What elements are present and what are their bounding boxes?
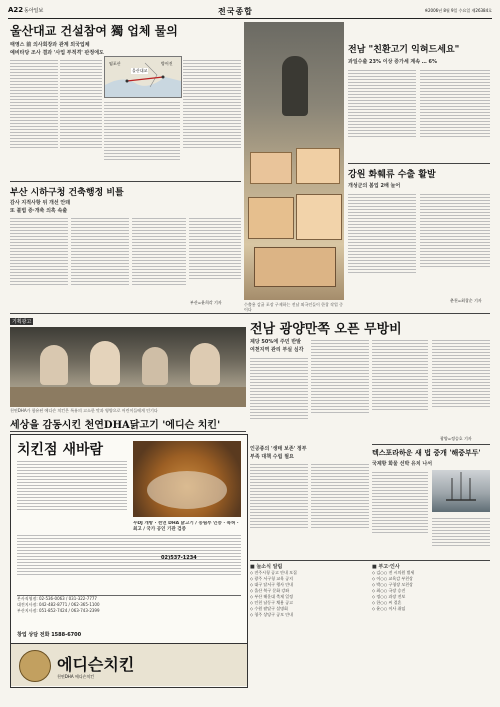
ulsan-body-col-4 bbox=[183, 58, 241, 178]
section-title: 전국종합 bbox=[218, 7, 253, 16]
gwangyang-subhead-4: 부족 대책 수립 필요 bbox=[250, 454, 294, 460]
fruit-packing-photo bbox=[244, 22, 344, 300]
issue-date: ※2006년 8월 9일 수요일 제26384호 bbox=[424, 8, 492, 13]
gwangyang-headline: 전남 광양만쪽 오픈 무방비 bbox=[250, 322, 402, 337]
ad-phone-box bbox=[17, 595, 241, 626]
listing-title: ■ 부고·인사 bbox=[372, 564, 400, 570]
child-figure bbox=[40, 345, 68, 385]
feature-label: 기획광고 bbox=[12, 319, 32, 325]
listing-item: ◇ 울산 북구 문화 강좌 bbox=[250, 588, 290, 593]
chicken-mascot-icon bbox=[19, 650, 51, 682]
jeonnam-fruit-body-col-2 bbox=[420, 68, 490, 160]
ad-logo-band bbox=[11, 643, 247, 686]
gangwon-byline: 춘천=최창순 기자 bbox=[450, 298, 482, 303]
listing-item: ◇ 부산 해운대 축제 일정 bbox=[250, 594, 293, 599]
gangwon-subhead: 개성군의 봄업 2배 늘어 bbox=[348, 183, 401, 189]
ulsan-subhead-2: 예비타당 조사 결과 '사업 부적격' 판정에도 bbox=[10, 50, 104, 56]
busan-body-col-4 bbox=[189, 216, 241, 300]
gwangyang-body-col-3 bbox=[250, 462, 308, 552]
gangwon-headline: 강원 화훼류 수출 활발 bbox=[348, 170, 436, 180]
gwangyang-body-col-1 bbox=[250, 356, 308, 442]
table-surface bbox=[10, 387, 246, 407]
child-figure bbox=[190, 343, 220, 385]
listing-left bbox=[250, 564, 368, 684]
ulsan-headline: 울산대교 건설참여 獨 업체 물의 bbox=[10, 24, 178, 38]
busan-body-col-3 bbox=[132, 216, 186, 308]
ad-footer: 창업 상담 전화 1588-6700 bbox=[17, 632, 82, 638]
gwangyang-body-col-4 bbox=[311, 462, 369, 552]
listing-item: ◇ 한○○ 씨 결혼 bbox=[372, 600, 402, 605]
jeonnam-fruit-subhead: 과일수출 23% 이상 증가세 계속 … 6% bbox=[348, 59, 438, 65]
port-body-col-2 bbox=[432, 516, 490, 556]
jeonnam-fruit-headline: 전남 "친환고기 익혀드세요" bbox=[348, 45, 460, 55]
gangwon-body-col-2 bbox=[420, 192, 490, 296]
divider bbox=[250, 560, 490, 561]
ulsan-body-col-2 bbox=[60, 58, 102, 178]
divider bbox=[372, 444, 490, 445]
paper-name: 동아일보 bbox=[24, 8, 44, 14]
chicken-dish-photo bbox=[133, 441, 241, 517]
ad-tel: 02)537-1234 bbox=[161, 555, 197, 561]
gwangyang-body-col-2 bbox=[311, 338, 369, 442]
phone-row: 본사직영점: 02-536-0063 / 031-322-7777 bbox=[17, 596, 97, 601]
rig-graphic bbox=[432, 470, 490, 512]
listing-item: ◇ 이○○ 교육감 부친상 bbox=[372, 576, 413, 581]
busan-headline: 부산 시하구청 건축행정 비틀 bbox=[10, 188, 124, 198]
phone-row: 부산지사점: 051-852-7424 / 063-743-2399 bbox=[17, 608, 100, 613]
gwangyang-body-col-5 bbox=[372, 338, 428, 438]
gwangyang-subhead-1: 제당 50%에 주민 반발 bbox=[250, 339, 302, 345]
gangwon-body-col-1 bbox=[348, 192, 416, 302]
gwangyang-subhead-3: 인공종의 '생태 보존' 정부 bbox=[250, 446, 307, 452]
page-number: A22 bbox=[8, 6, 24, 14]
listing-item: ◇ 최○○ 국장 승진 bbox=[372, 588, 406, 593]
worker-figure bbox=[282, 56, 308, 116]
listing-item: ◇ 정○○ 과장 전보 bbox=[372, 594, 406, 599]
listing-item: ◇ 윤○○ 이사 취임 bbox=[372, 606, 406, 611]
masthead bbox=[8, 6, 492, 19]
fruit-box bbox=[296, 148, 340, 184]
children-eating-photo bbox=[10, 327, 246, 407]
gwangyang-byline: 광양=정승호 기자 bbox=[440, 436, 472, 441]
chicken-ad bbox=[10, 434, 248, 688]
listing-title: ■ 늘소식 알림 bbox=[250, 564, 283, 570]
listing-item: ◇ 광주 서구청 교육 공지 bbox=[250, 576, 293, 581]
ulsan-body-col-3 bbox=[104, 100, 180, 178]
chicken-headline: 세상을 감동시킨 천연DHA닭고기 '에디슨 치킨' bbox=[10, 420, 221, 431]
busan-body-col-2 bbox=[71, 216, 129, 308]
ulsan-subhead-1: 태영스 前 의사회장과 관계 외국업체 bbox=[10, 42, 90, 48]
fruit-box bbox=[250, 152, 292, 184]
busan-subhead-2: 또 불법 증·개축 의혹 속출 bbox=[10, 208, 68, 214]
divider bbox=[10, 181, 241, 182]
ad-slogan: 천연DHA 에디슨치킨 bbox=[57, 674, 95, 679]
listing-item: ◇ 인천 남동구 채용 공고 bbox=[250, 600, 293, 605]
listing-item: ◇ 대구 달서구 행사 안내 bbox=[250, 582, 293, 587]
offshore-rig-photo bbox=[432, 470, 490, 512]
divider bbox=[348, 163, 490, 164]
ad-headline: 치킨점 새바람 bbox=[17, 442, 104, 458]
phone-row: 대전지사점: 042-482-8771 / 062-365-1100 bbox=[17, 602, 100, 607]
ad-intro-text bbox=[17, 459, 127, 529]
listing-item: ◇ 김○○ 전 시의원 별세 bbox=[372, 570, 415, 575]
listing-item: ◇ 수원 팔달구 설명회 bbox=[250, 606, 288, 611]
ad-brand: 에디슨치킨 bbox=[57, 655, 135, 674]
ulsan-map bbox=[104, 56, 182, 98]
gwangyang-subhead-2: 여천지역 관리 부실 심각 bbox=[250, 347, 304, 353]
ad-body-text bbox=[17, 533, 241, 591]
fruit-photo-caption: 수출용 감귤 포장 구제하는 전남 외국인들이 한창 작업 중이다 bbox=[244, 302, 344, 312]
listing-item: ◇ 청주 상당구 공모 안내 bbox=[250, 612, 293, 617]
port-subhead: 국제항 화물 선박 유치 나서 bbox=[372, 461, 433, 467]
port-body-col-1 bbox=[372, 470, 428, 556]
map-label-yeompo: 염포산 bbox=[109, 61, 121, 66]
child-figure bbox=[90, 341, 120, 385]
busan-byline: 부산=윤희각 기자 bbox=[190, 300, 222, 305]
map-label-bangeojin: 방어진 bbox=[161, 61, 173, 66]
gwangyang-body-col-6 bbox=[432, 338, 490, 434]
divider bbox=[10, 431, 246, 432]
busan-subhead-1: 감사 지적사항 뒤 개선 안돼 bbox=[10, 200, 71, 206]
child-figure bbox=[142, 347, 168, 385]
listing-item: ◇ 박○○ 구청장 모친상 bbox=[372, 582, 413, 587]
divider bbox=[10, 313, 490, 314]
map-label-bridge: 울산대교 bbox=[132, 68, 148, 73]
listing-item: ◇ 전주시청 공고 안내 모집 bbox=[250, 570, 297, 575]
ulsan-body-col-1 bbox=[10, 58, 58, 178]
port-headline: 텍스포라하운 새 법 중개 '해중부두' bbox=[372, 448, 481, 457]
ad-body-title: 무DJ 개방 · 천연 DHA 닭고기 / 농림부 인증 · 특허 · 최고 / 국가 공인 기관 검증 bbox=[133, 521, 239, 532]
fruit-box bbox=[248, 197, 294, 239]
busan-body-col-1 bbox=[10, 216, 68, 308]
chicken-photo-caption: 천연DHA가 함유된 에디슨 치킨은 특유의 고소한 맛과 영양으로 어린이들에게 인기다 bbox=[10, 408, 158, 413]
listing-right bbox=[372, 564, 490, 684]
fruit-box bbox=[254, 247, 336, 287]
jeonnam-fruit-body-col-1 bbox=[348, 68, 416, 160]
plate bbox=[147, 471, 227, 509]
fruit-box bbox=[296, 194, 342, 240]
